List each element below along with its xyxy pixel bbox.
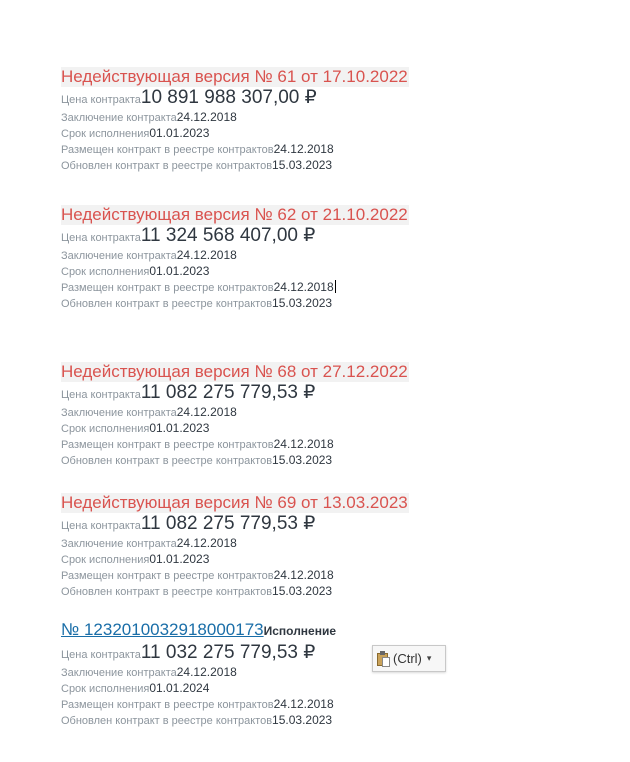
- conclusion-row: [61, 247, 601, 263]
- placed-value: 24.12.2018: [273, 142, 334, 156]
- version-block-69: [61, 493, 601, 599]
- placed-label: Размещен контракт в реестре контрактов: [61, 144, 274, 156]
- updated-value: 15.03.2023: [272, 296, 333, 310]
- placed-row: [61, 141, 601, 157]
- conclusion-value: 24.12.2018: [176, 536, 237, 550]
- term-value: 01.01.2023: [149, 264, 210, 278]
- placed-row: [61, 696, 601, 712]
- placed-label: Размещен контракт в реестре контрактов: [61, 699, 274, 711]
- clipboard-icon: [377, 651, 390, 667]
- placed-label: Размещен контракт в реестре контрактов: [61, 439, 274, 451]
- contract-number-link[interactable]: № 1232010032918000173: [61, 620, 264, 639]
- price-value: 11 032 275 779,53 ₽: [140, 642, 316, 663]
- placed-value: 24.12.2018: [273, 568, 334, 582]
- term-row: [61, 551, 601, 567]
- updated-label: Обновлен контракт в реестре контрактов: [61, 160, 273, 172]
- conclusion-value: 24.12.2018: [176, 405, 237, 419]
- version-title: Недействующая версия № 62 от 21.10.2022: [61, 205, 408, 224]
- updated-label: Обновлен контракт в реестре контрактов: [61, 715, 273, 727]
- price-value: 10 891 988 307,00 ₽: [140, 87, 317, 108]
- term-row: [61, 263, 601, 279]
- current-contract-block: [61, 619, 601, 728]
- placed-row: [61, 279, 601, 295]
- placed-value: 24.12.2018: [273, 697, 334, 711]
- term-value: 01.01.2023: [149, 421, 210, 435]
- price-value: 11 082 275 779,53 ₽: [140, 513, 316, 534]
- paste-options-button[interactable]: [372, 645, 446, 672]
- price-label: Цена контракта: [61, 649, 141, 661]
- updated-label: Обновлен контракт в реестре контрактов: [61, 298, 273, 310]
- updated-row: [61, 157, 601, 173]
- updated-value: 15.03.2023: [272, 453, 333, 467]
- term-row: [61, 125, 601, 141]
- conclusion-row: [61, 664, 601, 680]
- version-block-61: [61, 67, 601, 173]
- version-block-62: [61, 205, 601, 311]
- term-label: Срок исполнения: [61, 266, 150, 278]
- conclusion-label: Заключение контракта: [61, 407, 177, 419]
- price-row: [61, 225, 601, 247]
- updated-row: [61, 295, 601, 311]
- placed-value: 24.12.2018: [273, 437, 334, 451]
- version-title: Недействующая версия № 69 от 13.03.2023: [61, 493, 408, 512]
- price-label: Цена контракта: [61, 94, 141, 106]
- term-label: Срок исполнения: [61, 128, 150, 140]
- placed-label: Размещен контракт в реестре контрактов: [61, 282, 274, 294]
- text-cursor: [335, 280, 336, 293]
- updated-value: 15.03.2023: [272, 584, 333, 598]
- conclusion-row: [61, 404, 601, 420]
- updated-row: [61, 712, 601, 728]
- term-value: 01.01.2023: [149, 126, 210, 140]
- version-title: Недействующая версия № 61 от 17.10.2022: [61, 67, 408, 86]
- paste-options-label: (Ctrl): [393, 651, 422, 666]
- placed-row: [61, 567, 601, 583]
- chevron-down-icon: ▾: [426, 653, 432, 663]
- conclusion-value: 24.12.2018: [176, 110, 237, 124]
- price-row: [61, 642, 601, 664]
- conclusion-label: Заключение контракта: [61, 250, 177, 262]
- conclusion-label: Заключение контракта: [61, 538, 177, 550]
- term-label: Срок исполнения: [61, 683, 150, 695]
- contract-header: [61, 619, 601, 642]
- price-label: Цена контракта: [61, 232, 141, 244]
- term-row: [61, 420, 601, 436]
- price-label: Цена контракта: [61, 520, 141, 532]
- price-row: [61, 382, 601, 404]
- price-label: Цена контракта: [61, 389, 141, 401]
- conclusion-label: Заключение контракта: [61, 112, 177, 124]
- term-row: [61, 680, 601, 696]
- placed-value: 24.12.2018: [273, 280, 334, 294]
- updated-row: [61, 452, 601, 468]
- price-row: [61, 87, 601, 109]
- conclusion-value: 24.12.2018: [176, 665, 237, 679]
- conclusion-row: [61, 109, 601, 125]
- placed-label: Размещен контракт в реестре контрактов: [61, 570, 274, 582]
- term-value: 01.01.2023: [149, 552, 210, 566]
- term-label: Срок исполнения: [61, 554, 150, 566]
- updated-label: Обновлен контракт в реестре контрактов: [61, 455, 273, 467]
- price-value: 11 082 275 779,53 ₽: [140, 382, 316, 403]
- term-label: Срок исполнения: [61, 423, 150, 435]
- conclusion-row: [61, 535, 601, 551]
- contract-status: Исполнение: [263, 624, 337, 638]
- version-title: Недействующая версия № 68 от 27.12.2022: [61, 362, 408, 381]
- conclusion-label: Заключение контракта: [61, 667, 177, 679]
- price-value: 11 324 568 407,00 ₽: [140, 225, 316, 246]
- term-value: 01.01.2024: [149, 681, 210, 695]
- updated-value: 15.03.2023: [272, 713, 333, 727]
- version-block-68: [61, 362, 601, 468]
- price-row: [61, 513, 601, 535]
- updated-row: [61, 583, 601, 599]
- updated-value: 15.03.2023: [272, 158, 333, 172]
- placed-row: [61, 436, 601, 452]
- conclusion-value: 24.12.2018: [176, 248, 237, 262]
- updated-label: Обновлен контракт в реестре контрактов: [61, 586, 273, 598]
